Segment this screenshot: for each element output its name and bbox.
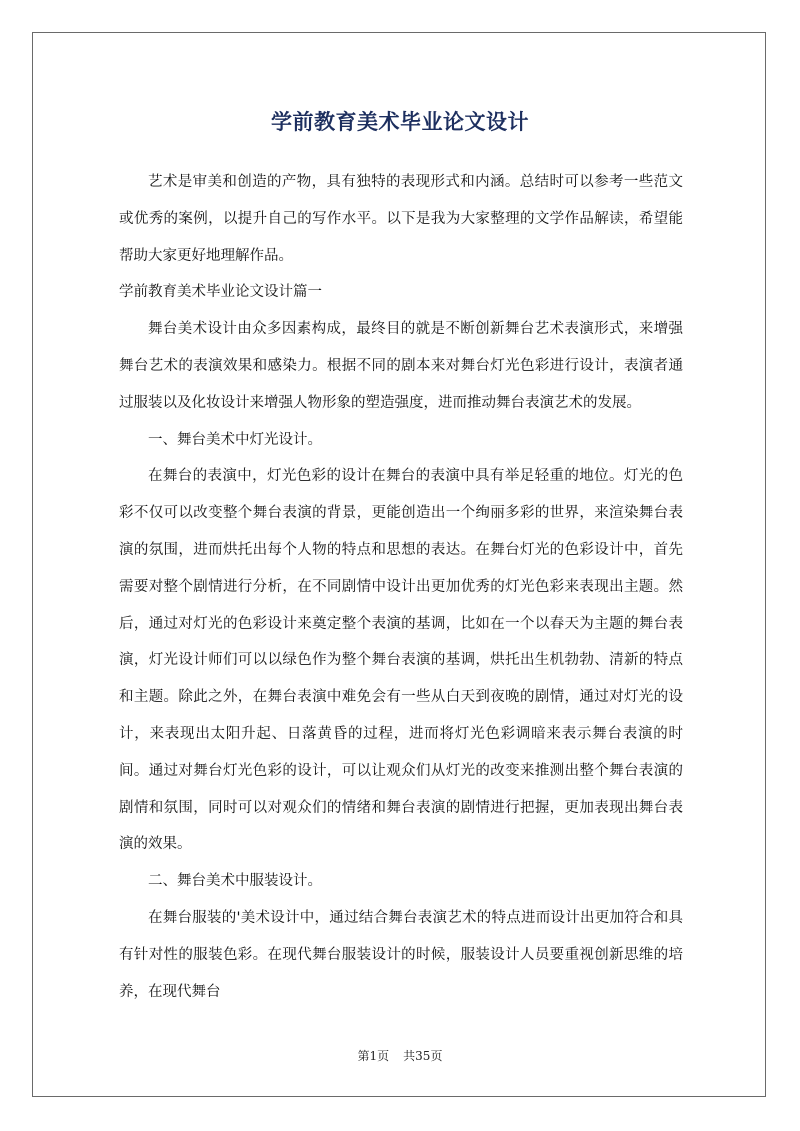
section-heading: 学前教育美术毕业论文设计篇一 bbox=[119, 284, 322, 301]
document-title: 学前教育美术毕业论文设计 bbox=[271, 110, 529, 134]
body-paragraph: 在舞台的表演中，灯光色彩的设计在舞台的表演中具有举足轻重的地位。灯光的色彩不仅可以改变整个舞台表演的背景，更能创造出一个绚丽多彩的世界，来渲染舞台表演的氛围，进而烘托出每个人物的特点和思想的表达。在舞台灯光的色彩设计中，首先需要对整个剧情进行分析，在不同剧情中设计出更加优秀的灯光色彩来表现出主题。然后，通过对灯光的色彩设计来奠定整个表演的基调，比如在一个以春天为主题的舞台表演，灯光设计师们可以以绿色作为整个舞台表演的基调，烘托出生机勃勃、清新的特点和主题。除此之外，在舞台表演中难免会有一些从白天到夜晚的剧情，通过对灯光的设计，来表现出太阳升起、日落黄昏的过程，进而将灯光色彩调暗来表示舞台表演的时间。通过对舞台灯光色彩的设计，可以让观众们从灯光的改变来推测出整个舞台表演的剧情和氛围，同时可以对观众们的情绪和舞台表演的剧情进行把握，更加表现出舞台表演的效果。 bbox=[119, 468, 683, 853]
page-number: 第1页 bbox=[357, 1049, 390, 1063]
subsection-heading: 二、舞台美术中服装设计。 bbox=[148, 873, 322, 890]
page-total: 共35页 bbox=[403, 1049, 443, 1063]
intro-paragraph: 艺术是审美和创造的产物，具有独特的表现形式和内涵。总结时可以参考一些范文或优秀的案例，以提升自己的写作水平。以下是我为大家整理的文学作品解读，希望能帮助大家更好地理解作品。 bbox=[119, 174, 683, 264]
document-body bbox=[119, 164, 683, 1010]
body-paragraph: 在舞台服装的'美术设计中，通过结合舞台表演艺术的特点进而设计出更加符合和具有针对性的服装色彩。在现代舞台服装设计的时候，服装设计人员要重视创新思维的培养，在现代舞台 bbox=[119, 909, 683, 1000]
body-paragraph: 舞台美术设计由众多因素构成，最终目的就是不断创新舞台艺术表演形式，来增强舞台艺术的表演效果和感染力。根据不同的剧本来对舞台灯光色彩进行设计，表演者通过服装以及化妆设计来增强人物形象的塑造强度，进而推动舞台表演艺术的发展。 bbox=[119, 321, 683, 411]
page-footer bbox=[0, 1047, 800, 1064]
subsection-heading: 一、舞台美术中灯光设计。 bbox=[148, 431, 322, 448]
